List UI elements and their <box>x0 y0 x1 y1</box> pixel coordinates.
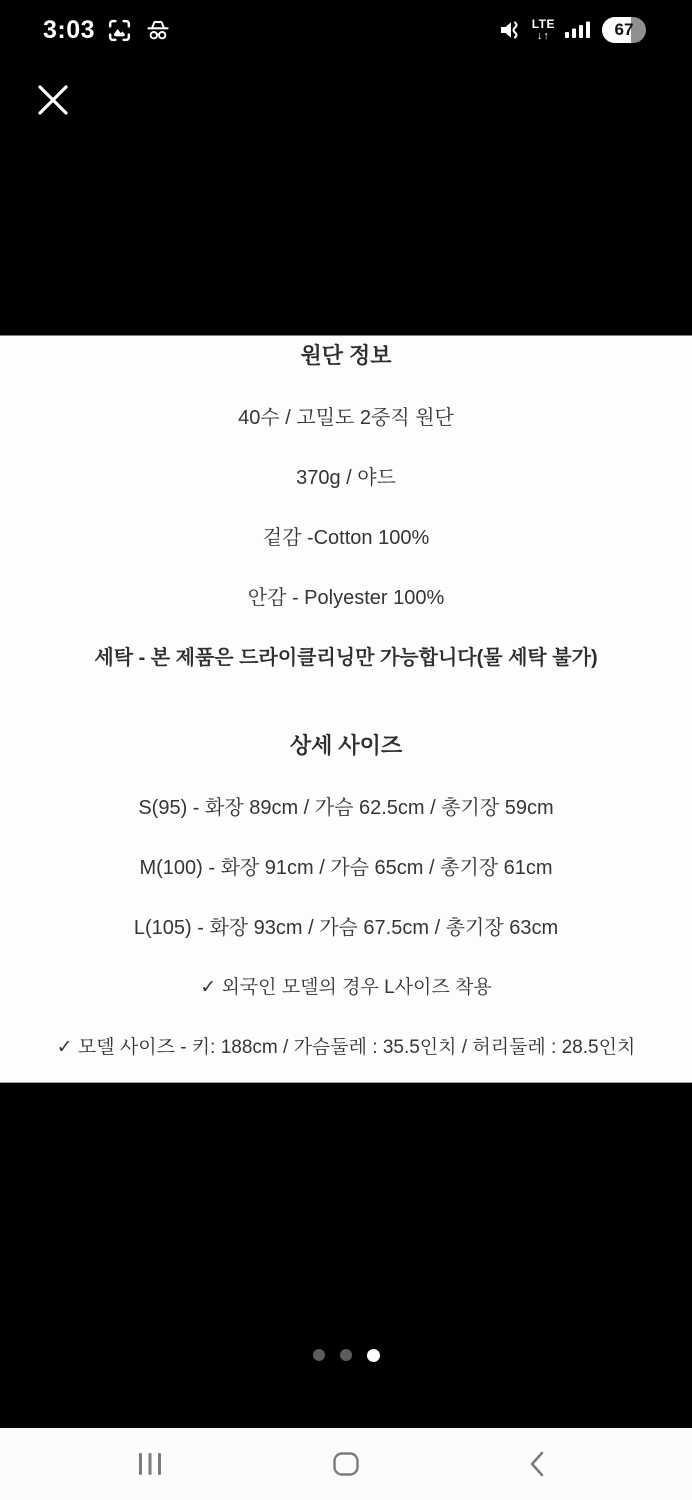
model-note: ✓ 모델 사이즈 - 키: 188cm / 가슴둘레 : 35.5인치 / 허리둘레 : 28.5인치 <box>56 1037 636 1058</box>
fabric-line: 겉감 -Cotton 100% <box>262 527 430 549</box>
back-icon <box>526 1449 548 1479</box>
size-line: S(95) - 화장 89cm / 가슴 62.5cm / 총기장 59cm <box>138 797 554 819</box>
page-dot <box>313 1349 325 1361</box>
fabric-line: 안감 - Polyester 100% <box>247 587 445 609</box>
home-icon <box>332 1451 360 1477</box>
page-dot <box>367 1349 380 1362</box>
size-section-title: 상세 사이즈 <box>289 733 403 758</box>
product-info-image[interactable] <box>0 335 692 1083</box>
wash-notice: 세탁 - 본 제품은 드라이클리닝만 가능합니다(물 세탁 불가) <box>94 647 598 669</box>
home-button[interactable] <box>316 1434 376 1494</box>
network-arrows-icon: ↓↑ <box>536 30 550 42</box>
fabric-line: 370g / 야드 <box>296 467 396 489</box>
recents-button[interactable] <box>120 1434 180 1494</box>
page-dot <box>340 1349 352 1361</box>
battery-percent: 67 <box>614 20 634 39</box>
fabric-line: 40수 / 고밀도 2중직 원단 <box>238 407 454 429</box>
navigation-bar <box>0 1428 692 1500</box>
back-button[interactable] <box>507 1434 567 1494</box>
status-time: 3:03 <box>43 15 96 44</box>
model-note: ✓ 외국인 모델의 경우 L사이즈 착용 <box>200 977 492 998</box>
page-indicator <box>0 1342 692 1368</box>
size-line: L(105) - 화장 93cm / 가슴 67.5cm / 총기장 63cm <box>133 917 559 939</box>
fabric-section-title: 원단 정보 <box>300 343 392 368</box>
recents-icon <box>137 1451 163 1477</box>
network-type-label: LTE <box>531 17 555 31</box>
size-line: M(100) - 화장 91cm / 가슴 65cm / 총기장 61cm <box>139 857 553 879</box>
